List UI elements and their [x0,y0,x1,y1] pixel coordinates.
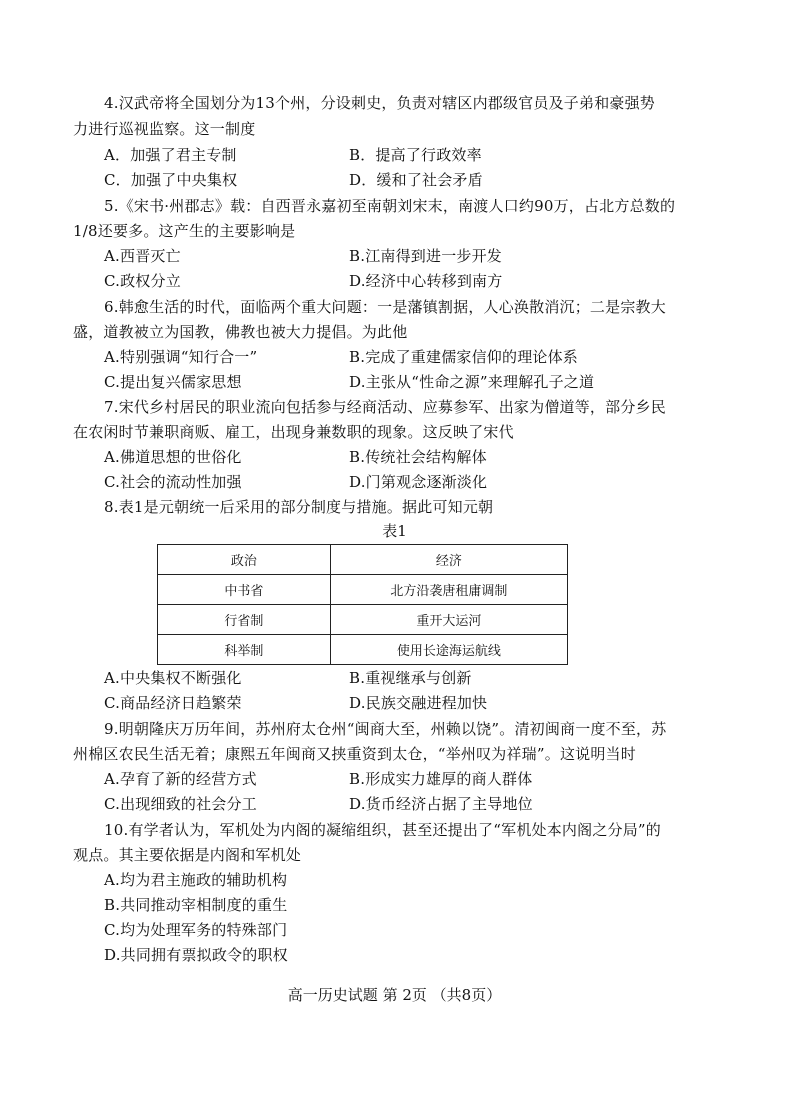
q7-option-d: D.门第观念逐渐淡化 [349,473,488,491]
table-header-politics: 政治 [158,545,331,575]
q6-option-b: B.完成了重建儒家信仰的理论体系 [349,348,578,366]
q5-option-c: C.政权分立 [104,272,181,290]
q6-stem-line2: 盛，道教被立为国教，佛教也被大力提倡。为此他 [73,323,408,341]
table-cell: 科举制 [158,635,331,665]
q10-stem-line2: 观点。其主要依据是内阁和军机处 [73,846,302,864]
q5-stem-line1: 5.《宋书·州郡志》载：自西晋永嘉初至南朝刘宋末，南渡人口约90万，占北方总数的 [104,197,676,215]
system-table-grid [157,544,568,665]
q7-option-c: C.社会的流动性加强 [104,473,242,491]
q5-option-d: D.经济中心转移到南方 [349,272,503,290]
table-row [158,605,568,635]
q6-option-a: A.特别强调“知行合一” [104,348,258,366]
q5-option-b: B.江南得到进一步开发 [349,247,502,265]
q8-option-c: C.商品经济日趋繁荣 [104,694,242,712]
q9-option-d: D.货币经济占据了主导地位 [349,795,533,813]
q4-stem-line2: 力进行巡视监察。这一制度 [73,120,256,138]
q8-option-b: B.重视继承与创新 [349,669,472,687]
q6-option-d: D.主张从“性命之源”来理解孔子之道 [349,373,595,391]
table-cell: 中书省 [158,575,331,605]
q9-stem-line1: 9.明朝隆庆万历年间，苏州府太仓州“闽商大至，州赖以饶”。清初闽商一度不至，苏 [104,720,667,738]
q4-stem-line1: 4.汉武帝将全国划分为13个州，分设刺史，负责对辖区内郡级官员及子弟和豪强势 [104,94,656,112]
q10-option-d: D.共同拥有票拟政令的职权 [104,946,288,964]
table-cell: 行省制 [158,605,331,635]
q8-option-a: A.中央集权不断强化 [104,669,242,687]
q4-option-a: A．加强了君主专制 [104,146,237,164]
q6-stem-line1: 6.韩愈生活的时代，面临两个重大问题：一是藩镇割据，人心涣散消沉；二是宗教大 [104,298,666,316]
q9-stem-line2: 州棉区农民生活无着；康熙五年闽商又挟重资到太仓，“举州叹为祥瑞”。这说明当时 [73,745,636,763]
q4-option-b: B．提高了行政效率 [349,146,482,164]
q7-stem-line1: 7.宋代乡村居民的职业流向包括参与经商活动、应募参军、出家为僧道等，部分乡民 [104,398,666,416]
q9-option-a: A.孕育了新的经营方式 [104,770,257,788]
q6-option-c: C.提出复兴儒家思想 [104,373,242,391]
q10-option-c: C.均为处理军务的特殊部门 [104,921,288,939]
page-footer: 高一历史试题 第 2页 （共8页） [287,986,502,1004]
q7-stem-line2: 在农闲时节兼职商贩、雇工，出现身兼数职的现象。这反映了宋代 [73,423,514,441]
q7-option-a: A.佛道思想的世俗化 [104,448,242,466]
q8-stem-line1: 8.表1是元朝统一后采用的部分制度与措施。据此可知元朝 [104,498,494,516]
table-header-row [158,545,568,575]
q10-option-b: B.共同推动宰相制度的重生 [104,896,288,914]
q5-stem-line2: 1/8还要多。这产生的主要影响是 [73,222,296,240]
q4-option-d: D．缓和了社会矛盾 [349,171,483,189]
table-cell: 北方沿袭唐租庸调制 [330,575,567,605]
table-cell: 使用长途海运航线 [330,635,567,665]
table-header-economy: 经济 [330,545,567,575]
q10-stem-line1: 10.有学者认为，军机处为内阁的凝缩组织，甚至还提出了“军机处本内阁之分局”的 [104,821,661,839]
table-row [158,575,568,605]
table-cell: 重开大运河 [330,605,567,635]
q9-option-b: B.形成实力雄厚的商人群体 [349,770,533,788]
q9-option-c: C.出现细致的社会分工 [104,795,257,813]
q8-option-d: D.民族交融进程加快 [349,694,488,712]
q7-option-b: B.传统社会结构解体 [349,448,487,466]
table-caption: 表1 [382,522,407,540]
q4-option-c: C．加强了中央集权 [104,171,238,189]
table-row [158,635,568,665]
q5-option-a: A.西晋灭亡 [104,247,181,265]
q10-option-a: A.均为君主施政的辅助机构 [104,871,288,889]
system-table [157,544,568,663]
